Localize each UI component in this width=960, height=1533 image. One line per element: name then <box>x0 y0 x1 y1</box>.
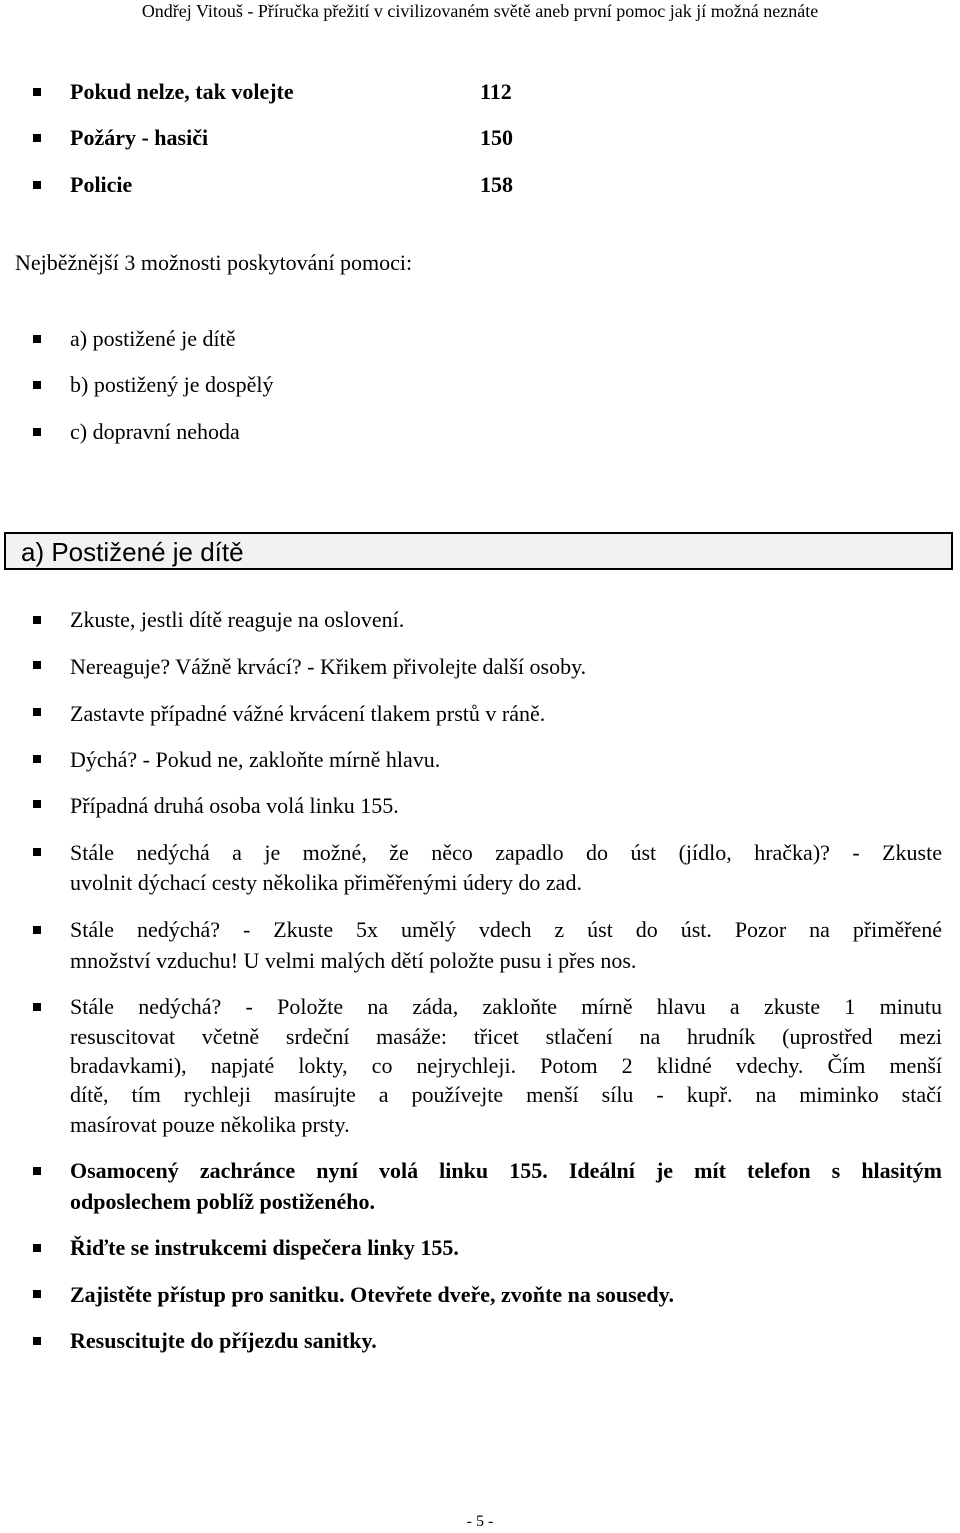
bullet-icon <box>33 1167 41 1175</box>
step-text: Resuscitujte do příjezdu sanitky. <box>70 1328 377 1353</box>
bullet-icon <box>33 1003 41 1011</box>
section-title: a) Postižené je dítě <box>21 537 244 567</box>
section-header-box <box>4 532 953 570</box>
bullet-icon <box>33 616 41 624</box>
step-text: množství vzduchu! U velmi malých dětí položte pusu i přes nos. <box>70 948 637 973</box>
bullet-icon <box>33 181 41 189</box>
emergency-number: 150 <box>480 125 513 150</box>
step-text: Zastavte případné vážné krvácení tlakem prstů v ráně. <box>70 701 546 726</box>
step-text: Případná druhá osoba volá linku 155. <box>70 793 399 818</box>
bullet-icon <box>33 661 41 669</box>
emergency-label: Pokud nelze, tak volejte <box>70 79 294 104</box>
option-item: c) dopravní nehoda <box>70 419 240 444</box>
step-text: Stále nedýchá? - Položte na záda, zakloňte mírně hlavu a zkuste 1 minutu <box>70 994 942 1019</box>
bullet-icon <box>33 1290 41 1298</box>
bullet-icon <box>33 335 41 343</box>
option-item: b) postižený je dospělý <box>70 372 274 397</box>
step-text: Dýchá? - Pokud ne, zakloňte mírně hlavu. <box>70 747 441 772</box>
bullet-icon <box>33 848 41 856</box>
step-text: masírovat pouze několika prsty. <box>70 1112 350 1137</box>
page-number: - 5 - <box>466 1513 494 1530</box>
option-item: a) postižené je dítě <box>70 326 236 351</box>
step-text: odposlechem poblíž postiženého. <box>70 1189 375 1214</box>
step-text: Řiďte se instrukcemi dispečera linky 155. <box>70 1235 459 1260</box>
step-text: Stále nedýchá a je možné, že něco zapadlo do úst (jídlo, hračka)? - Zkuste <box>70 840 942 865</box>
step-text: Stále nedýchá? - Zkuste 5x umělý vdech z úst do úst. Pozor na přiměřené <box>70 917 942 942</box>
step-text: uvolnit dýchací cesty několika přiměřenými údery do zad. <box>70 870 582 895</box>
bullet-icon <box>33 800 41 808</box>
bullet-icon <box>33 1244 41 1252</box>
bullet-icon <box>33 88 41 96</box>
bullet-icon <box>33 708 41 716</box>
emergency-label: Požáry - hasiči <box>70 125 209 150</box>
step-text: Zajistěte přístup pro sanitku. Otevřete dveře, zvoňte na sousedy. <box>70 1282 674 1307</box>
bullet-icon <box>33 1337 41 1345</box>
bullet-icon <box>33 134 41 142</box>
bullet-icon <box>33 926 41 934</box>
step-text: dítě, tím rychleji masírujte a používejte menší sílu - kupř. na miminko stačí <box>70 1082 942 1107</box>
emergency-number: 158 <box>480 172 513 197</box>
step-text: Osamocený zachránce nyní volá linku 155. Ideální je mít telefon s hlasitým <box>70 1158 942 1183</box>
emergency-number: 112 <box>480 79 512 104</box>
bullet-icon <box>33 755 41 763</box>
options-intro: Nejběžnější 3 možnosti poskytování pomoci: <box>15 250 413 275</box>
bullet-icon <box>33 428 41 436</box>
emergency-label: Policie <box>70 172 133 197</box>
bullet-icon <box>33 381 41 389</box>
running-header: Ondřej Vitouš - Příručka přežití v civilizovaném světě aneb první pomoc jak jí možná neznáte <box>141 1 819 21</box>
step-text: bradavkami), napjaté lokty, co nejrychleji. Potom 2 klidné vdechy. Čím menší <box>70 1053 942 1078</box>
step-text: resuscitovat včetně srdeční masáže: třicet stlačení na hrudník (uprostřed mezi <box>70 1024 942 1049</box>
step-text: Nereaguje? Vážně krvácí? - Křikem přivolejte další osoby. <box>70 654 587 679</box>
step-text: Zkuste, jestli dítě reaguje na oslovení. <box>70 607 405 632</box>
